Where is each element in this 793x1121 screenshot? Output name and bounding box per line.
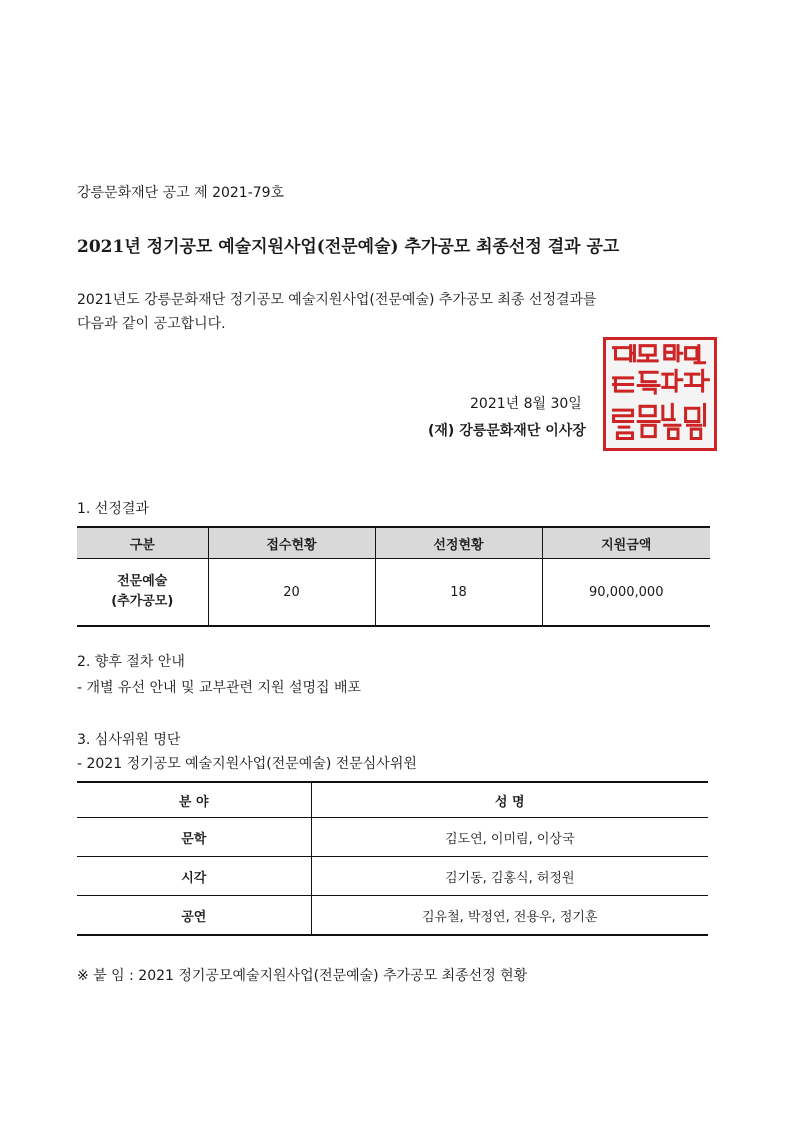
header-category: 구분 — [77, 527, 208, 559]
attachment-note: ※ 붙 임 : 2021 정기공모예술지원사업(전문예술) 추가공모 최종선정 현황 — [77, 968, 528, 984]
review-panel-table — [77, 781, 708, 936]
intro-line-1: 2021년도 강릉문화재단 정기공모 예술지원사업(전문예술) 추가공모 최종 선정결과를 — [77, 292, 597, 308]
section-3-line: - 2021 정기공모 예술지원사업(전문예술) 전문심사위원 — [77, 756, 417, 772]
table-header-row — [77, 782, 708, 818]
section-3-heading: 3. 심사위원 명단 — [77, 732, 181, 748]
section-2-heading: 2. 향후 절차 안내 — [77, 654, 185, 670]
header-amount: 지원금액 — [542, 527, 710, 559]
selection-result-table — [77, 526, 710, 627]
notice-date: 2021년 8월 30일 — [470, 396, 582, 412]
cell-amount: 90,000,000 — [542, 559, 710, 627]
table-header-row — [77, 527, 710, 559]
section-1-heading: 1. 선정결과 — [77, 501, 149, 517]
notice-number: 강릉문화재단 공고 제 2021-79호 — [77, 185, 285, 201]
seal-icon — [606, 340, 714, 448]
category-line-1: 전문예술 — [117, 574, 168, 589]
table-row — [77, 559, 710, 627]
cell-selected: 18 — [375, 559, 542, 627]
table-row — [77, 896, 708, 936]
cell-field: 문학 — [77, 818, 311, 857]
category-line-2: (추가공모) — [111, 594, 174, 609]
intro-line-2: 다음과 같이 공고합니다. — [77, 316, 226, 332]
signer-name: (재) 강릉문화재단 이사장 — [428, 423, 586, 439]
cell-field: 공연 — [77, 896, 311, 936]
header-selected: 선정현황 — [375, 527, 542, 559]
official-seal-stamp — [603, 337, 717, 451]
cell-names: 김도연, 이미림, 이상국 — [311, 818, 708, 857]
cell-names: 김기동, 김홍식, 허정원 — [311, 857, 708, 896]
cell-names: 김유철, 박정연, 전용우, 정기훈 — [311, 896, 708, 936]
cell-field: 시각 — [77, 857, 311, 896]
header-names: 성 명 — [311, 782, 708, 818]
table-row — [77, 818, 708, 857]
cell-received: 20 — [208, 559, 375, 627]
cell-category — [77, 559, 208, 627]
section-2-line: - 개별 유선 안내 및 교부관련 지원 설명집 배포 — [77, 680, 362, 696]
header-field: 분 야 — [77, 782, 311, 818]
table-row — [77, 857, 708, 896]
header-received: 접수현황 — [208, 527, 375, 559]
intro-paragraph — [77, 288, 597, 336]
document-title: 2021년 정기공모 예술지원사업(전문예술) 추가공모 최종선정 결과 공고 — [77, 237, 620, 257]
